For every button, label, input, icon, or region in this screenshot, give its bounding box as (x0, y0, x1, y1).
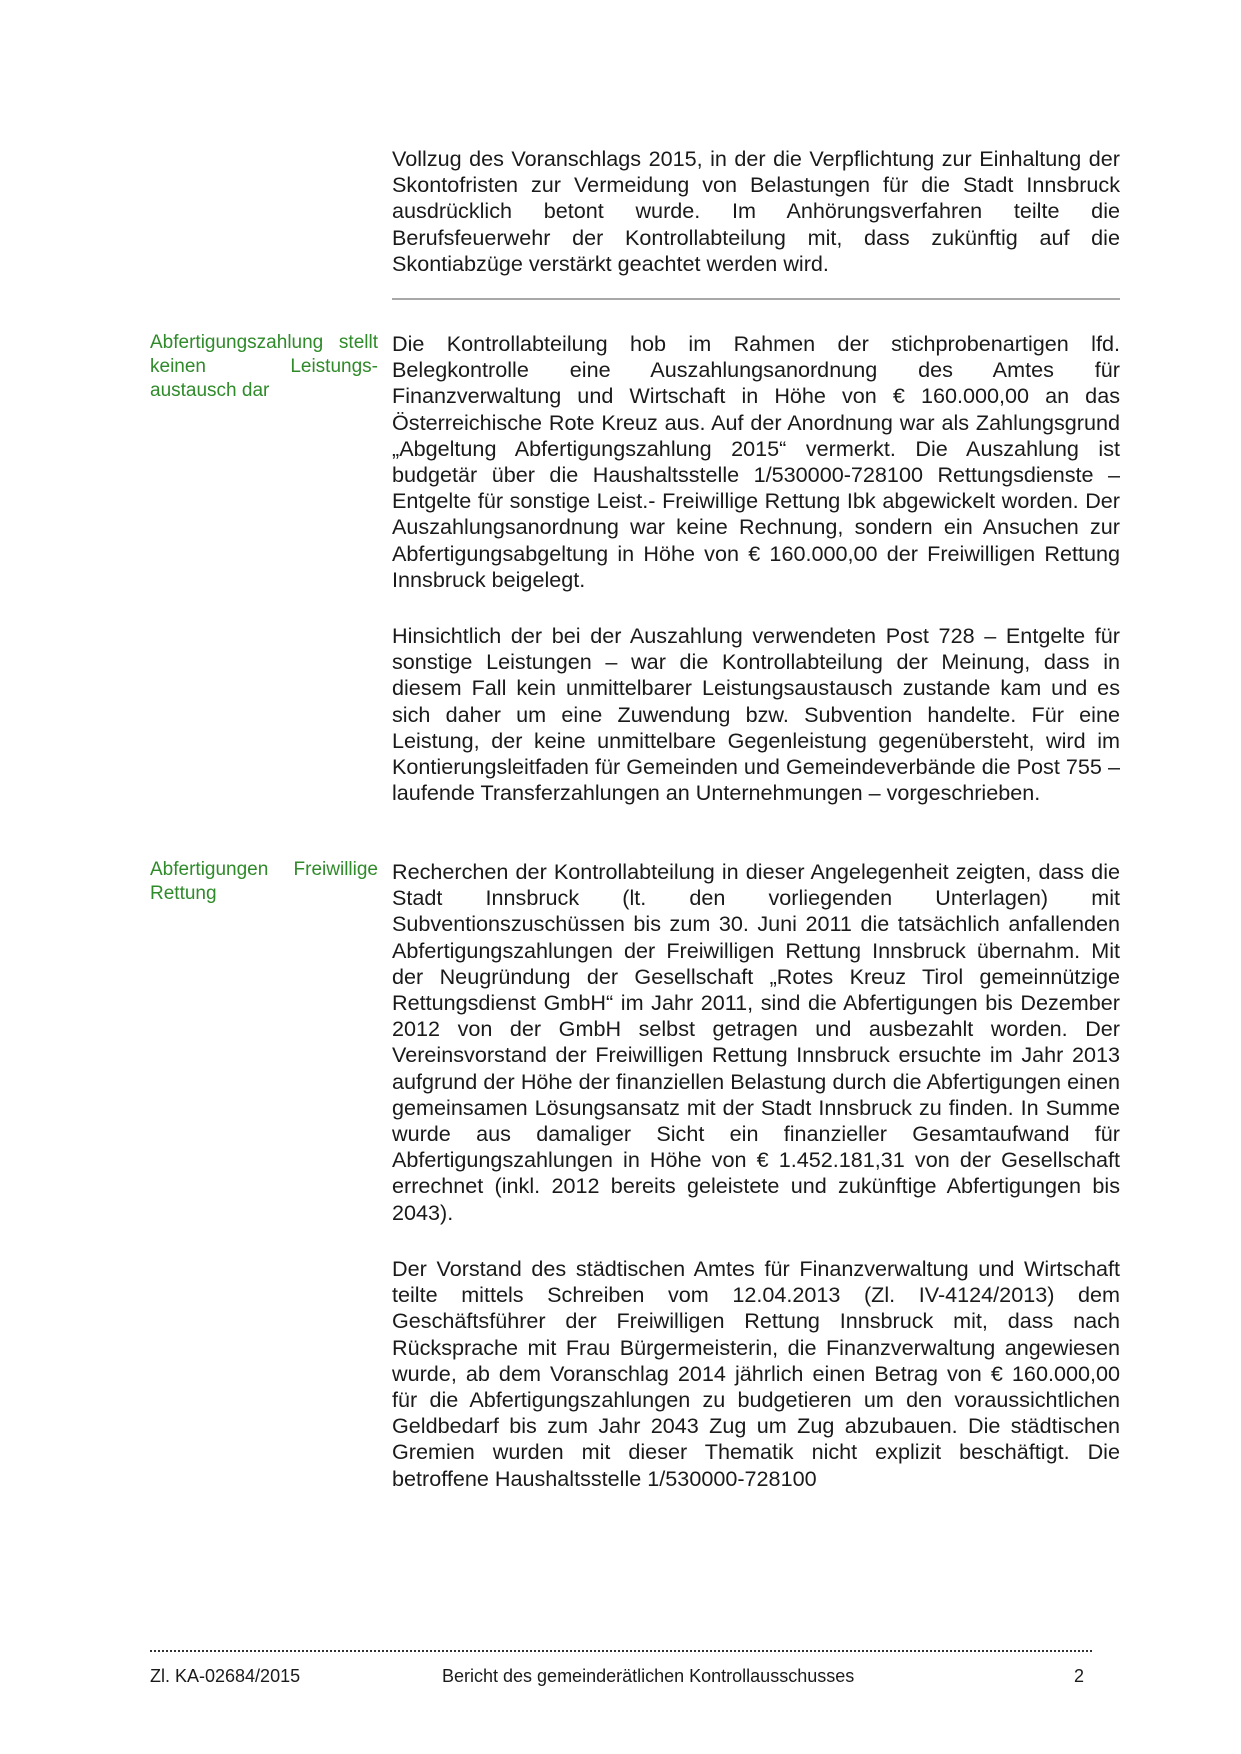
footer-title: Bericht des gemeinderätlichen Kontrollausschusses (442, 1666, 855, 1686)
section-divider (392, 298, 1120, 300)
margin-note-abfertigungszahlung: Abfertigungszahlung stellt keinen Leistungsaustausch dar (150, 332, 378, 401)
footer-dotted-rule (150, 1650, 1092, 1652)
paragraph-post-728: Hinsichtlich der bei der Auszahlung verwendeten Post 728 – Entgelte für sonstige Leistungen – war die Kontrollabteilung der Meinung, dass in diesem Fall kein unmittelbarer Leistungsaustausch zustande kam und es sich daher um eine Zuwendung bzw. Subvention handelte. Für eine Leistung, der keine unmittelbare Gegenleistung gegenübersteht, wird im Kontierungsleitfaden für Gemeinden und Gemeindeverbände die Post 755 – laufende Transferzahlungen an Unternehmungen – vorgeschrieben. (392, 623, 1120, 806)
paragraph-auszahlungsanordnung: Die Kontrollabteilung hob im Rahmen der stichprobenartigen lfd. Belegkontrolle eine Auszahlungsanordnung des Amtes für Finanzverwaltung und Wirtschaft in Höhe von € 160.000,00 an das Österreichische Rote Kreuz aus. Auf der Anordnung war als Zahlungsgrund „Abgeltung Abfertigungszahlung 2015“ vermerkt. Die Auszahlung ist budgetär über die Haushaltsstelle 1/530000-728100 Rettungsdienste – Entgelte für sonstige Leist.- Freiwillige Rettung Ibk abgewickelt worden. Der Auszahlungsanordnung war keine Rechnung, sondern ein Ansuchen zur Abfertigungsabgeltung in Höhe von € 160.000,00 der Freiwilligen Rettung Innsbruck beigelegt. (392, 331, 1120, 592)
paragraph-skonto: Vollzug des Voranschlags 2015, in der die Verpflichtung zur Einhaltung der Skontofristen zur Vermeidung von Belastungen für die Stadt Innsbruck ausdrücklich betont wurde. Im Anhörungsverfahren teilte die Berufsfeuerwehr der Kontrollabteilung mit, dass zukünftig auf die Skontiabzüge verstärkt geachtet werden wird. (392, 146, 1120, 276)
footer-reference: Zl. KA-02684/2015 (150, 1666, 301, 1686)
paragraph-vorstand: Der Vorstand des städtischen Amtes für Finanzverwaltung und Wirtschaft teilte mittels Schreiben vom 12.04.2013 (Zl. IV-4124/2013) dem Geschäftsführer der Freiwilligen Rettung Innsbruck mit, dass nach Rücksprache mit Frau Bürgermeisterin, die Finanzverwaltung angewiesen wurde, ab dem Voranschlag 2014 jährlich einen Betrag von € 160.000,00 für die Abfertigungszahlungen zu budgetieren um den voraussichtlichen Geldbedarf bis zum Jahr 2043 Zug um Zug abzubauen. Die städtischen Gremien wurden mit dieser Thematik nicht explizit beschäftigt. Die betroffene Haushaltsstelle 1/530000-728100 (392, 1256, 1120, 1491)
margin-note-freiwillige-rettung: Abfertigungen Freiwillige Rettung (150, 859, 378, 904)
page-number: 2 (1074, 1666, 1085, 1686)
paragraph-recherchen: Recherchen der Kontrollabteilung in dieser Angelegenheit zeigten, dass die Stadt Innsbruck (lt. den vorliegenden Unterlagen) mit Subventionszuschüssen bis zum 30. Juni 2011 die tatsächlich anfallenden Abfertigungszahlungen der Freiwilligen Rettung Innsbruck übernahm. Mit der Neugründung der Gesellschaft „Rotes Kreuz Tirol gemeinnützige Rettungsdienst GmbH“ im Jahr 2011, sind die Abfertigungen bis Dezember 2012 von der GmbH selbst getragen und ausbezahlt worden. Der Vereinsvorstand der Freiwilligen Rettung Innsbruck ersuchte im Jahr 2013 aufgrund der Höhe der finanziellen Belastung durch die Abfertigungen einen gemeinsamen Lösungsansatz mit der Stadt Innsbruck zu finden. In Summe wurde aus damaliger Sicht ein finanzieller Gesamtaufwand für Abfertigungszahlungen in Höhe von € 1.452.181,31 von der Gesellschaft errechnet (inkl. 2012 bereits geleistete und zukünftige Abfertigungen bis 2043). (392, 859, 1120, 1225)
